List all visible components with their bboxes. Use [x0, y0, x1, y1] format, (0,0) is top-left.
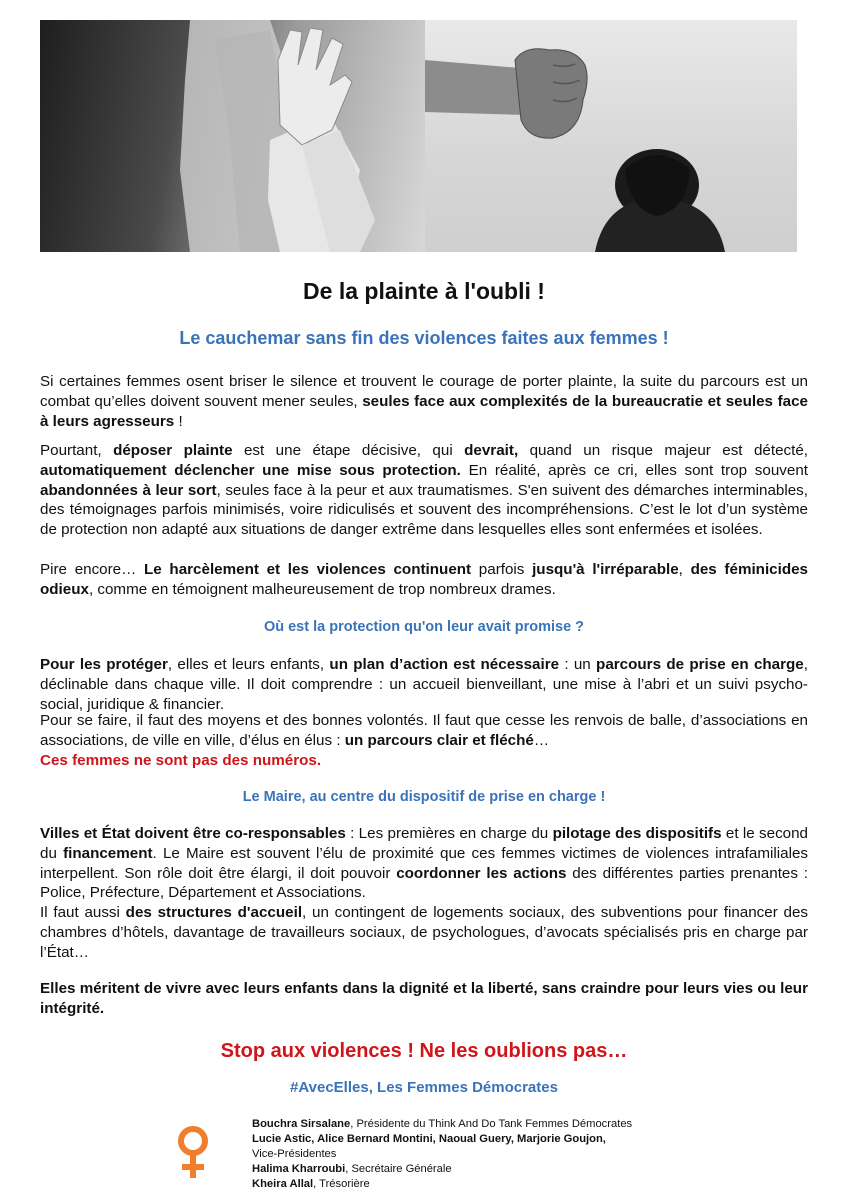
para2-text-4: En réalité, après ce cri, elles sont trop souvent: [460, 461, 808, 479]
para3-bold-2: jusqu'à l'irréparable: [532, 561, 679, 578]
s1p1-text-3: , déclinable dans chaque ville. Il doit comprendre : un accueil bienveillant, une mise à l’abri et un suivi psycho-social, juridique & financier.: [40, 656, 808, 713]
para2-bold-3: automatiquement déclencher une mise sous protection.: [40, 461, 461, 479]
hashtag: #AvecElles, Les Femmes Démocrates: [290, 1079, 558, 1096]
paragraph-means: [40, 711, 808, 770]
intro-text: Si certaines femmes osent briser le silence et trouvent le courage de porter plainte, la suite du parcours est un combat qu’elles doivent souvent mener seules,: [40, 373, 808, 410]
s1p1-bold-3: parcours de prise en charge: [596, 656, 804, 673]
intro-paragraph: [40, 372, 808, 431]
section-heading-protection: Où est la protection qu'on leur avait promise ?: [263, 619, 585, 635]
para3-bold-3: des féminicides odieux: [40, 561, 808, 598]
page-title: De la plainte à l'oubli !: [303, 278, 545, 304]
s2p1-text-2: et le second du: [40, 825, 809, 862]
paragraph-structures: [40, 903, 808, 962]
section-heading-mayor: Le Maire, au centre du dispositif de prise en charge !: [242, 789, 606, 805]
not-numbers-statement: Ces femmes ne sont pas des numéros.: [40, 751, 322, 769]
signatures-block: [252, 1117, 752, 1192]
para2-text-1: Pourtant,: [40, 442, 114, 459]
closing-statement: Elles méritent de vivre avec leurs enfants dans la dignité et la liberté, sans craindre pour leurs vies ou leur intégrité.: [40, 980, 808, 1017]
secretary-name: Halima Kharroubi: [252, 1163, 346, 1175]
s1p1-text-1: , elles et leurs enfants,: [167, 656, 330, 673]
vice-presidents-names: Lucie Astic, Alice Bernard Montini, Naoual Guery, Marjorie Goujon,: [252, 1133, 606, 1145]
para3-text-2: parfois: [471, 561, 533, 578]
woman-covering-face-photo: [40, 20, 425, 252]
paragraph-action-plan: [40, 655, 808, 714]
secretary-role: , Secrétaire Générale: [345, 1163, 452, 1175]
signature-vice-presidents: [252, 1132, 752, 1147]
s2p1-bold-1: Villes et État doivent être co-responsables: [40, 825, 346, 842]
s2p1-bold-2: pilotage des dispositifs: [552, 825, 722, 842]
para3-text-1: Pire encore…: [40, 561, 145, 578]
s1p2-bold-1: un parcours clair et fléché: [344, 731, 534, 749]
para2-text-3: quand un risque majeur est détecté,: [518, 442, 809, 459]
s1p2-text-1: Pour se faire, il faut des moyens et des bonnes volontés. Il faut que cesse les renvois de balle, d’associations en associations, de ville en ville, d’élus en élus :: [40, 712, 808, 749]
intro-text-end: !: [174, 412, 183, 430]
treasurer-role: , Trésorière: [313, 1178, 370, 1190]
fist-and-woman-illustration: [425, 20, 797, 252]
s2p1-text-1: : Les premières en charge du: [345, 825, 553, 842]
s2p1-text-4: des différentes parties prenantes : Police, Préfecture, Département et Associations.: [40, 864, 808, 902]
signature-secretary: [252, 1162, 752, 1177]
s2p2-text-1: Il faut aussi: [40, 904, 126, 921]
intro-emphasis: seules face aux complexités de la bureaucratie et seules face à leurs agresseurs: [40, 392, 808, 430]
signature-president: [252, 1117, 752, 1132]
s2p2-bold-1: des structures d'accueil: [125, 904, 303, 921]
s2p1-text-3: . Le Maire est souvent l’élu de proximité que ces femmes victimes de violences intrafamiliales interpellent. Son rôle doit être élargi, il doit pouvoir: [40, 844, 808, 882]
fist-and-woman-photo: [425, 20, 797, 252]
vice-presidents-role: Vice-Présidentes: [252, 1148, 337, 1160]
venus-symbol-icon: [170, 1124, 216, 1180]
page-subtitle: Le cauchemar sans fin des violences faites aux femmes !: [179, 328, 669, 348]
president-name: Bouchra Sirsalane: [252, 1118, 351, 1130]
s1p1-bold-2: un plan d’action est nécessaire: [329, 656, 560, 673]
para3-text-4: , comme en témoignent malheureusement de trop nombreux drames.: [88, 580, 556, 598]
slogan: Stop aux violences ! Ne les oublions pas…: [220, 1040, 628, 1062]
paragraph-co-responsibility: [40, 824, 808, 903]
para3-text-3: ,: [678, 561, 691, 578]
para2-text-2: est une étape décisive, qui: [232, 442, 465, 459]
para3-bold-1: Le harcèlement et les violences continuent: [144, 561, 472, 578]
s1p1-text-2: : un: [559, 656, 597, 673]
paragraph-worse: [40, 560, 808, 600]
paragraph-complaint: [40, 441, 808, 540]
president-role: , Présidente du Think And Do Tank Femmes Démocrates: [350, 1118, 633, 1130]
s2p1-bold-3: financement: [63, 844, 153, 862]
para2-bold-1: déposer plainte: [113, 442, 233, 459]
signature-treasurer: [252, 1177, 752, 1192]
header-photos: [40, 20, 797, 252]
s2p2-text-2: , un contingent de logements sociaux, des subventions pour financer des chambres d’hôtels, davantage de travailleurs sociaux, de psychologues, d’avocats spécialisés pris en charge par l’État…: [40, 904, 809, 961]
treasurer-name: Kheira Allal: [252, 1178, 314, 1190]
s1p2-text-2: …: [533, 731, 550, 749]
para2-bold-4: abandonnées à leur sort: [40, 481, 217, 499]
para2-text-5: , seules face à la peur et aux traumatismes. S'en suivent des démarches interminables, des témoignages parfois minimisés, voire ridiculisés et souvent des incompréhensions. C’est le lot d’un système de protection non adapté aux situations de danger extrême dans lesquelles elles sont enfermées et isolées.: [40, 481, 808, 539]
s2p1-bold-4: coordonner les actions: [396, 864, 567, 882]
woman-covering-face-illustration: [40, 20, 425, 252]
para2-bold-2: devrait,: [464, 442, 519, 459]
s1p1-bold-1: Pour les protéger: [40, 656, 168, 673]
